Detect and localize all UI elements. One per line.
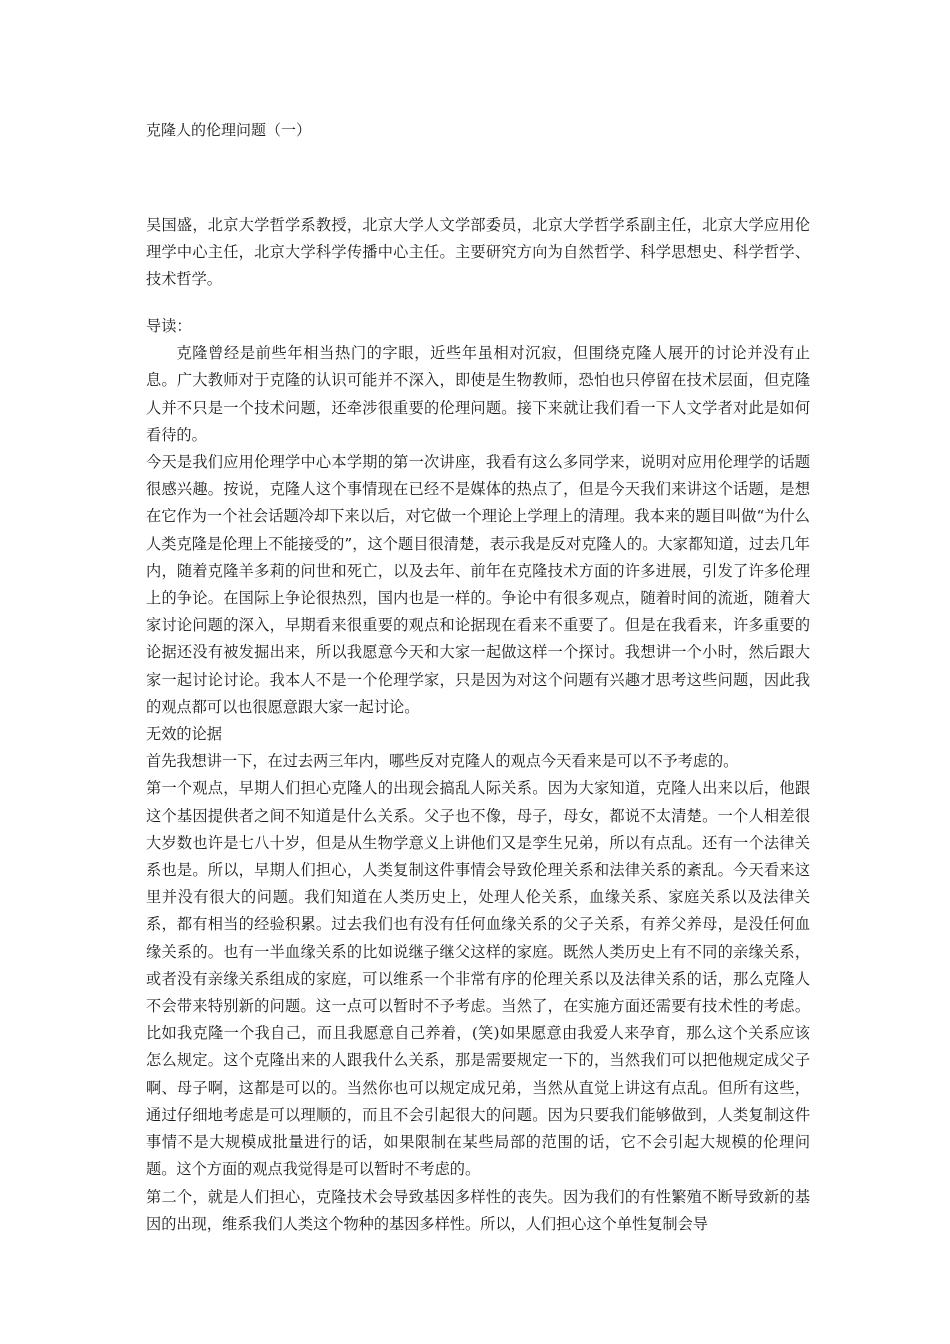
lecture-opening-paragraph: 今天是我们应用伦理学中心本学期的第一次讲座，我看有这么多同学来，说明对应用伦理学的话题很感兴趣。按说，克隆人这个事情现在已经不是媒体的热点了，但是今天我们来讲这个话题，是想在它作为一个社会话题冷却下来以后，对它做一个理论上学理上的清理。我本来的题目叫做“为什么人类克隆是伦理上不能接受的”，这个题目很清楚，表示我是反对克隆人的。大家都知道，过去几年内，随着克隆羊多莉的问世和死亡，以及去年、前年在克隆技术方面的许多进展，引发了许多伦理上的争论。在国际上争论很热烈，国内也是一样的。争论中有很多观点，随着时间的流逝，随着大家讨论问题的深入，早期看来很重要的观点和论据现在看来不重要了。但是在我看来，许多重要的论据还没有被发掘出来，所以我愿意今天和大家一起做这样一个探讨。我想讲一个小时，然后跟大家一起讨论讨论。我本人不是一个伦理学家，只是因为对这个问题有兴趣才思考这些问题，因此我的观点都可以也很愿意跟大家一起讨论。 <box>146 453 810 716</box>
point-two-paragraph: 第二个，就是人们担心，克隆技术会导致基因多样性的丧失。因为我们的有性繁殖不断导致新的基因的出现，维系我们人类这个物种的基因多样性。所以，人们担心这个单性复制会导 <box>146 1187 810 1233</box>
intro-paragraph: 克隆曾经是前些年相当热门的字眼，近些年虽相对沉寂，但围绕克隆人展开的讨论并没有止息。广大教师对于克隆的认识可能并不深入，即使是生物教师，恐怕也只停留在技术层面，但克隆人并不只是一个技术问题，还牵涉很重要的伦理问题。接下来就让我们看一下人文学者对此是如何看待的。 <box>146 344 810 444</box>
section-heading: 无效的论据 <box>146 725 222 744</box>
section-intro-paragraph: 首先我想讲一下，在过去两三年内，哪些反对克隆人的观点今天看来是可以不予考虑的。 <box>146 752 739 771</box>
author-bio: 吴国盛，北京大学哲学系教授，北京大学人文学部委员，北京大学哲学系副主任，北京大学应用伦理学中心主任，北京大学科学传播中心主任。主要研究方向为自然哲学、科学思想史、科学哲学、技术哲学。 <box>146 216 810 289</box>
document-title: 克隆人的伦理问题（一） <box>146 121 312 139</box>
document-body <box>146 313 810 1238</box>
point-one-paragraph: 第一个观点，早期人们担心克隆人的出现会搞乱人际关系。因为大家知道，克隆人出来以后，他跟这个基因提供者之间不知道是什么关系。父子也不像，母子，母女，都说不太清楚。一个人相差很大岁数也许是七八十岁，但是从生物学意义上讲他们又是孪生兄弟，所以有点乱。还有一个法律关系也是。所以，早期人们担心，人类复制这件事情会导致伦理关系和法律关系的紊乱。今天看来这里并没有很大的问题。我们知道在人类历史上，处理人伦关系，血缘关系、家庭关系以及法律关系，都有相当的经验积累。过去我们也有没有任何血缘关系的父子关系，有养父养母，是没任何血缘关系的。也有一半血缘关系的比如说继子继父这样的家庭。既然人类历史上有不同的亲缘关系，或者没有亲缘关系组成的家庭，可以维系一个非常有序的伦理关系以及法律关系的话，那么克隆人不会带来特别新的问题。这一点可以暂时不予考虑。当然了，在实施方面还需要有技术性的考虑。比如我克隆一个我自己，而且我愿意自己养着，(笑)如果愿意由我爱人来孕育，那么这个关系应该怎么规定。这个克隆出来的人跟我什么关系，那是需要规定一下的，当然我们可以把他规定成父子啊、母子啊，这都是可以的。当然你也可以规定成兄弟，当然从直觉上讲这有点乱。但所有这些，通过仔细地考虑是可以理顺的，而且不会引起很大的问题。因为只要我们能够做到，人类复制这件事情不是大规模成批量进行的话，如果限制在某些局部的范围的话，它不会引起大规模的伦理问题。这个方面的观点我觉得是可以暂时不考虑的。 <box>146 779 810 1179</box>
intro-label: 导读： <box>146 317 192 335</box>
